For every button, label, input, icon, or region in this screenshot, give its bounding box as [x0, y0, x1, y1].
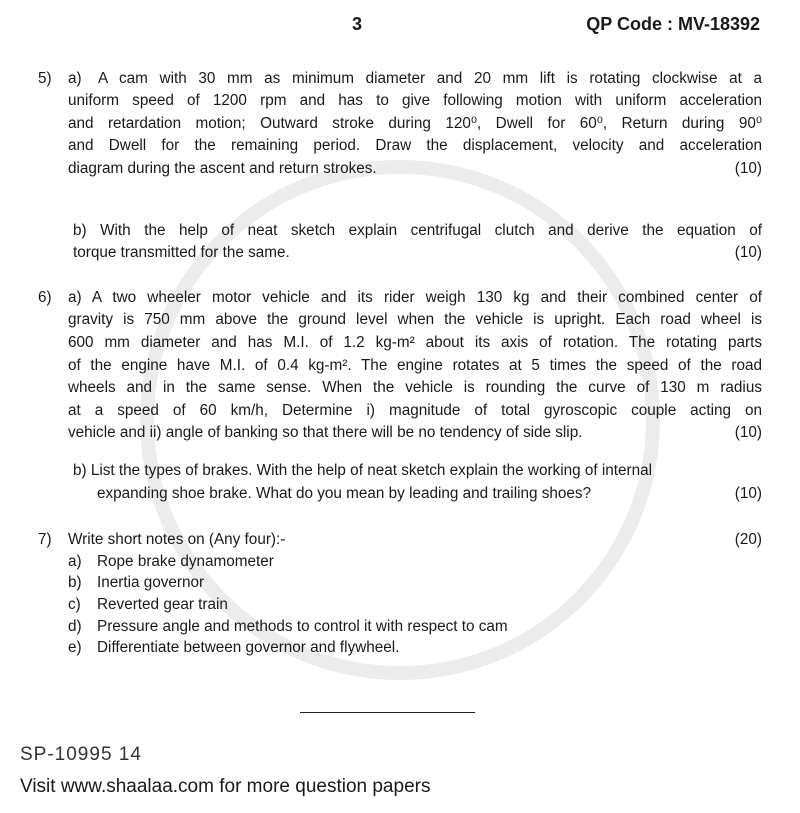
list-item: Rope brake dynamometer: [97, 553, 274, 570]
list-item: Pressure angle and methods to control it with respect to cam: [97, 618, 508, 635]
paper-id: SP-10995 14: [20, 744, 142, 765]
question-text-line: a) A two wheeler motor vehicle and its rider weigh 130 kg and their combined center of: [68, 289, 762, 306]
list-item: Differentiate between governor and flywheel.: [97, 639, 400, 656]
question-text-line: gravity is 750 mm above the ground level when the vehicle is upright. Each road wheel is: [68, 311, 762, 328]
question-text-line: wheels and in the same sense. When the vehicle is rounding the curve of 130 m radius: [68, 379, 762, 396]
question-text-line: b) With the help of neat sketch explain centrifugal clutch and derive the equation of: [73, 222, 762, 239]
marks: (10): [734, 424, 762, 441]
question-text-line: expanding shoe brake. What do you mean by leading and trailing shoes?: [97, 485, 592, 502]
question-text-line: b) List the types of brakes. With the help of neat sketch explain the working of internal: [73, 462, 653, 479]
end-rule: [300, 712, 475, 713]
question-text-line: uniform speed of 1200 rpm and has to give following motion with uniform acceleration: [68, 92, 762, 109]
list-item-label: a): [68, 553, 82, 570]
marks: (20): [734, 531, 762, 548]
question-text-line: at a speed of 60 km/h, Determine i) magnitude of total gyroscopic couple acting on: [68, 402, 762, 419]
question-number: 7): [38, 531, 52, 548]
question-text-line: torque transmitted for the same.: [73, 244, 290, 261]
question-text-line: Write short notes on (Any four):-: [68, 531, 286, 548]
list-item-label: b): [68, 574, 82, 591]
list-item-label: e): [68, 639, 82, 656]
footer-text: Visit www.shaalaa.com for more question papers: [20, 776, 431, 797]
marks: (10): [734, 485, 762, 502]
list-item: Reverted gear train: [97, 596, 228, 613]
marks: (10): [734, 160, 762, 177]
page-number: 3: [352, 14, 363, 34]
qp-code: QP Code : MV-18392: [586, 14, 760, 34]
question-text-line: of the engine have M.I. of 0.4 kg-m². The engine rotates at 5 times the speed of the road: [68, 357, 762, 374]
subquestion-label: a): [68, 70, 82, 87]
question-text-line: diagram during the ascent and return strokes.: [68, 160, 377, 177]
marks: (10): [734, 244, 762, 261]
list-item: Inertia governor: [97, 574, 205, 591]
question-text-line: vehicle and ii) angle of banking so that there will be no tendency of side slip.: [68, 424, 583, 441]
list-item-label: d): [68, 618, 82, 635]
question-text-line: 600 mm diameter and has M.I. of 1.2 kg-m² about its axis of rotation. The rotating parts: [68, 334, 762, 351]
list-item-label: c): [68, 596, 81, 613]
question-text-line: and Dwell for the remaining period. Draw the displacement, velocity and acceleration: [68, 137, 762, 154]
question-number: 5): [38, 70, 52, 87]
question-text-line: and retardation motion; Outward stroke during 120⁰, Dwell for 60⁰, Return during 90⁰: [68, 115, 762, 132]
question-number: 6): [38, 289, 52, 306]
question-text-line: A cam with 30 mm as minimum diameter and 20 mm lift is rotating clockwise at a: [98, 70, 762, 87]
